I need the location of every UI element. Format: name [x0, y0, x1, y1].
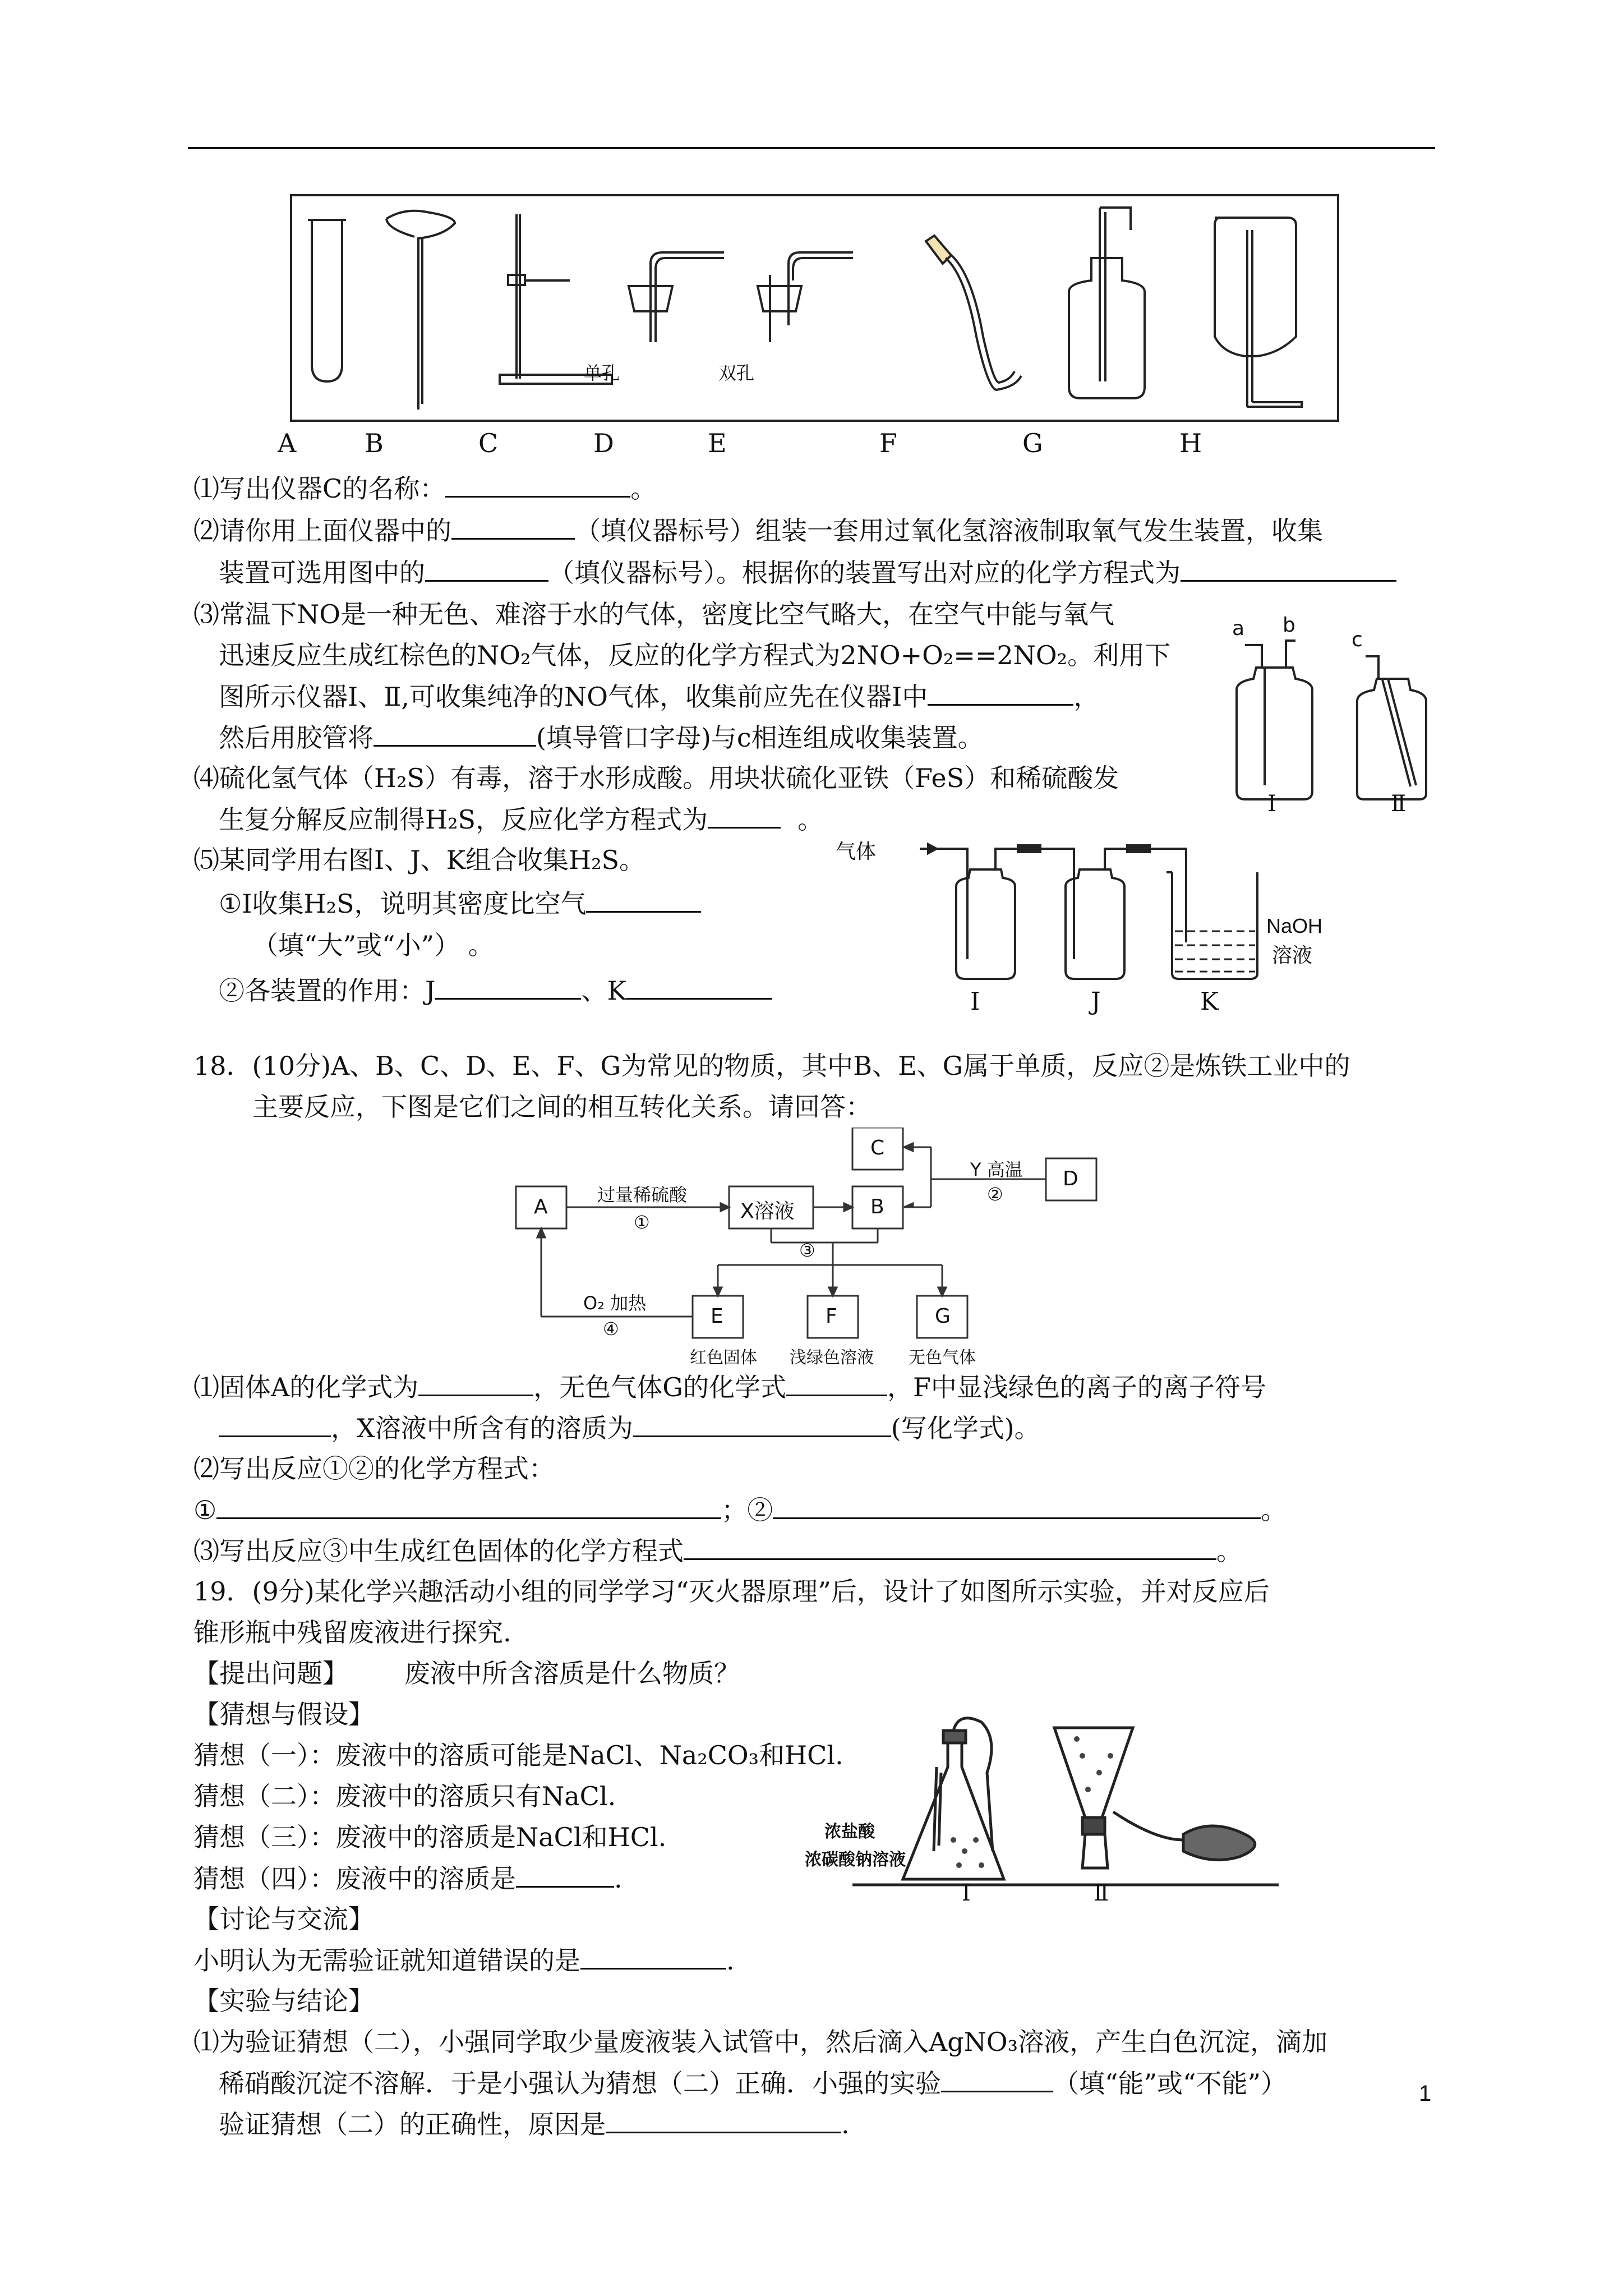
q19-guess1: 猜想（一）：废液中的溶质可能是NaCl、Na₂CO₃和HCl. — [193, 1740, 843, 1770]
bent-tube-bottle-icon — [1215, 218, 1296, 356]
apparatus-label-a: A — [278, 428, 297, 458]
answer-blank[interactable] — [633, 1411, 891, 1437]
q17-part3-line4: 然后用胶管将 (填导管口字母)与c相连组成收集装置。 — [219, 720, 984, 754]
bottle-i-label: I — [970, 987, 980, 1016]
answer-blank[interactable] — [580, 1943, 726, 1970]
q19-exp-head: 【实验与结论】 — [193, 1986, 374, 2016]
reaction4-label: O₂ 加热 — [583, 1292, 647, 1314]
q17-part4-line1: ⑷硫化氢气体（H₂S）有毒，溶于水形成酸。用块状硫化亚铁（FeS）和稀硫酸发 — [193, 763, 1119, 793]
node-f: F — [826, 1305, 837, 1328]
answer-blank[interactable] — [708, 802, 781, 829]
answer-blank[interactable] — [425, 555, 548, 582]
q17-part5-line1: ⑸某同学用右图Ⅰ、J、K组合收集H₂S。 — [193, 845, 645, 875]
node-x-solution: X溶液 — [740, 1200, 795, 1223]
conc-hcl-label: 浓盐酸 — [824, 1822, 875, 1842]
answer-blank[interactable] — [586, 886, 701, 913]
q17-part2-line2: 装置可选用图中的 （填仪器标号）。根据你的装置写出对应的化学方程式为 — [219, 555, 1396, 590]
q19-intro-line2: 锥形瓶中残留废液进行探究. — [193, 1617, 511, 1648]
tube-b-label: b — [1283, 614, 1295, 637]
answer-blank[interactable] — [216, 1493, 721, 1519]
single-hole-label: 单孔 — [584, 362, 620, 384]
reaction1-label: 过量稀硫酸 — [597, 1184, 688, 1205]
na2co3-label: 浓碳酸钠溶液 — [805, 1850, 906, 1870]
page-number: 1 — [1419, 2081, 1432, 2106]
reaction4-number: ④ — [603, 1318, 619, 1340]
q18-sub1-line2: ，X溶液中所含有的溶质为 (写化学式)。 — [219, 1411, 1040, 1445]
e-description: 红色固体 — [690, 1348, 757, 1368]
answer-blank[interactable] — [374, 720, 536, 747]
beaker-k-label: K — [1200, 987, 1219, 1016]
answer-blank[interactable] — [786, 1370, 887, 1396]
gas-bottle-icon — [1069, 258, 1145, 398]
bottle-j-label: J — [1091, 987, 1101, 1016]
answer-blank[interactable] — [418, 1370, 533, 1396]
q18-intro-line2: 主要反应，下图是它们之间的相互转化关系。请回答： — [252, 1092, 872, 1122]
reaction2-label: Y 高温 — [970, 1159, 1023, 1180]
apparatus-drawing — [292, 196, 1337, 420]
reaction3-number: ③ — [799, 1240, 815, 1261]
q19-guess3: 猜想（三）：废液中的溶质是NaCl和HCl. — [193, 1822, 667, 1852]
f-description: 浅绿色溶液 — [790, 1348, 874, 1368]
answer-blank[interactable] — [773, 1493, 1261, 1519]
apparatus-label-d: D — [593, 428, 614, 458]
apparatus-i-label: Ⅰ — [962, 1880, 971, 1906]
node-d: D — [1063, 1167, 1078, 1190]
q17-part2-line1: ⑵请你用上面仪器中的 （填仪器标号）组装一套用过氧化氢溶液制取氧气发生装置，收集 — [193, 513, 1323, 547]
node-e: E — [711, 1305, 723, 1328]
solution-label: 溶液 — [1272, 944, 1313, 967]
bottle-i-label: Ⅰ — [1267, 791, 1276, 817]
no-collection-figure — [1220, 606, 1472, 819]
g-description: 无色气体 — [909, 1348, 976, 1368]
funnel-icon — [386, 211, 455, 409]
q17-part5-line4: ②各装置的作用：J 、K — [219, 973, 772, 1007]
answer-blank[interactable] — [626, 973, 772, 1000]
node-g: G — [935, 1305, 951, 1328]
q19-disc: 小明认为无需验证就知道错误的是 . — [193, 1943, 735, 1977]
answer-blank[interactable] — [435, 973, 581, 1000]
q19-guess-head: 【猜想与假设】 — [193, 1699, 374, 1729]
header-rule — [188, 147, 1435, 149]
answer-blank[interactable] — [606, 2107, 841, 2133]
q17-part3-line3: 图所示仪器Ⅰ、Ⅱ,可收集纯净的NO气体，收集前应先在仪器Ⅰ中 ， — [219, 679, 1099, 714]
q17-part3-line2: 迅速反应生成红棕色的NO₂气体，反应的化学方程式为2NO+O₂==2NO₂。利用下 — [219, 640, 1171, 670]
apparatus-ii-label: Ⅱ — [1094, 1880, 1109, 1906]
node-b: B — [870, 1195, 884, 1218]
reaction2-number: ② — [987, 1184, 1003, 1205]
answer-blank[interactable] — [451, 513, 575, 540]
apparatus-label-b: B — [365, 428, 384, 458]
q19-exp1-line3: 验证猜想（二）的正确性，原因是 . — [219, 2107, 850, 2141]
q17-part4-line2: 生复分解反应制得H₂S，反应化学方程式为 。 — [219, 802, 823, 836]
q17-part5-line2: ①I收集H₂S，说明其密度比空气 — [219, 886, 701, 921]
q18-sub2: ⑵写出反应①②的化学方程式： — [193, 1453, 555, 1484]
answer-blank[interactable] — [445, 471, 630, 498]
q18-sub2-blanks: ① ；② 。 — [193, 1493, 1287, 1527]
test-tube-icon — [312, 220, 342, 381]
reaction1-number: ① — [634, 1212, 650, 1233]
double-hole-label: 双孔 — [718, 362, 755, 384]
q18-sub3: ⑶写出反应③中生成红色固体的化学方程式 。 — [193, 1534, 1242, 1568]
answer-blank[interactable] — [941, 2066, 1053, 2092]
ijk-collection-figure — [836, 830, 1368, 1021]
q19-disc-head: 【讨论与交流】 — [193, 1904, 374, 1934]
naoh-label: NaOH — [1266, 914, 1323, 937]
q17-part5-line3: （填“大”或“小”） 。 — [252, 930, 494, 960]
answer-blank[interactable] — [516, 1861, 614, 1888]
q17-part3-line1: ⑶常温下NO是一种无色、难溶于水的气体，密度比空气略大，在空气中能与氧气 — [193, 599, 1114, 629]
q19-guess4: 猜想（四）：废液中的溶质是 . — [193, 1861, 623, 1895]
q19-intro-line1: 19．(9分)某化学兴趣活动小组的同学学习“灭火器原理”后，设计了如图所示实验，并对反应后 — [193, 1576, 1270, 1607]
q19-exp1-line2: 稀硝酸沉淀不溶解．于是小强认为猜想（二）正确．小强的实验 （填“能”或“不能”） — [219, 2066, 1287, 2100]
apparatus-label-h: H — [1179, 428, 1202, 458]
q19-exp1-line1: ⑴为验证猜想（二），小强同学取少量废液装入试管中，然后滴入AgNO₃溶液，产生白色沉淀，滴加 — [193, 2027, 1328, 2057]
q19-guess2: 猜想（二）：废液中的溶质只有NaCl. — [193, 1781, 616, 1811]
answer-blank[interactable] — [1181, 555, 1396, 582]
answer-blank[interactable] — [928, 679, 1073, 706]
tube-a-label: a — [1232, 617, 1245, 640]
q17-part1: ⑴写出仪器C的名称： 。 — [193, 471, 656, 505]
bottle-ii-label: Ⅱ — [1391, 791, 1407, 817]
answer-blank[interactable] — [684, 1534, 1216, 1560]
gas-label: 气体 — [836, 840, 877, 863]
tube-c-label: c — [1352, 628, 1363, 651]
apparatus-label-f: F — [879, 428, 897, 458]
apparatus-figure — [290, 194, 1339, 422]
answer-blank[interactable] — [219, 1411, 331, 1437]
node-a: A — [534, 1195, 548, 1218]
node-c: C — [870, 1137, 885, 1159]
q19-ask: 【提出问题】 废液中所含溶质是什么物质？ — [193, 1658, 740, 1688]
apparatus-label-c: C — [478, 428, 499, 458]
q18-intro-line1: 18．(10分)A、B、C、D、E、F、G为常见的物质，其中B、E、G属于单质，反应②是炼铁工业中的 — [193, 1051, 1350, 1081]
apparatus-label-g: G — [1022, 428, 1043, 458]
apparatus-label-e: E — [708, 428, 727, 458]
q18-sub1-line1: ⑴固体A的化学式为 ，无色气体G的化学式 ，F中显浅绿色的离子的离子符号 — [193, 1370, 1266, 1404]
extinguisher-figure — [805, 1705, 1312, 1907]
double-hole-stopper-icon — [758, 286, 801, 311]
conversion-diagram — [505, 1128, 1122, 1374]
